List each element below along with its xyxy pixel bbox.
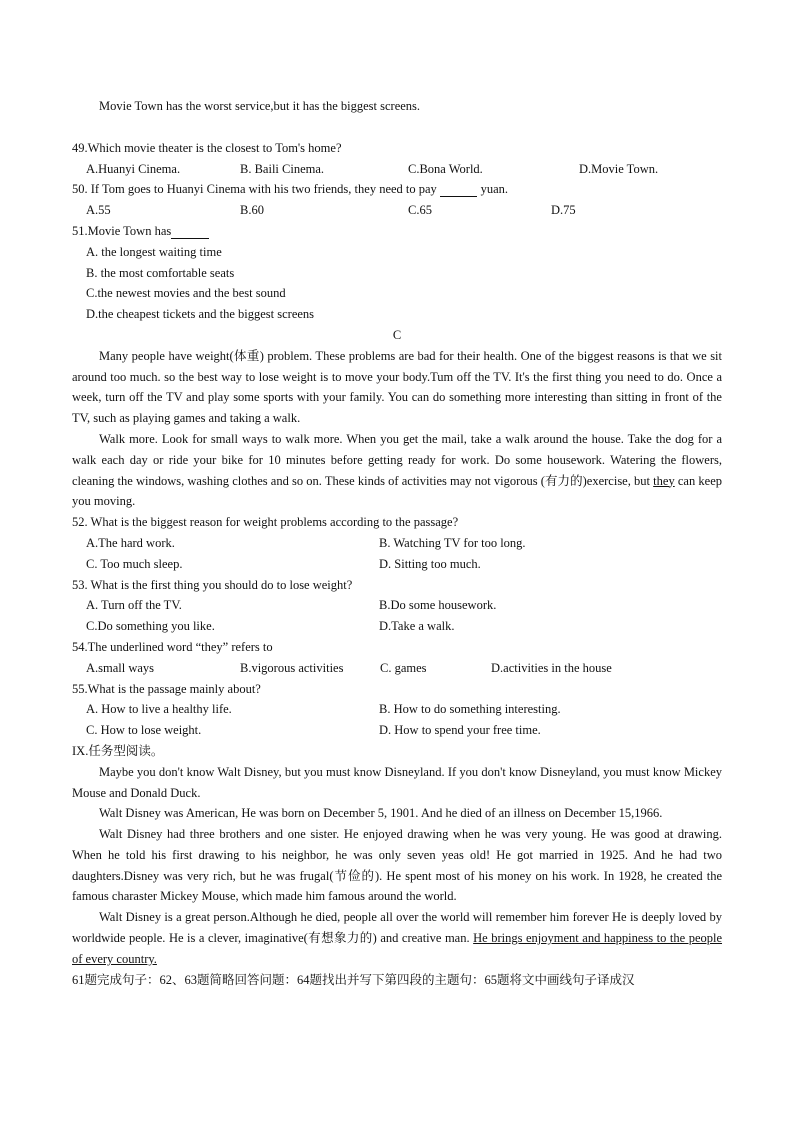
q51-option-c[interactable]: C.the newest movies and the best sound (86, 286, 286, 301)
q51-answer-blank[interactable] (171, 224, 209, 239)
para2-text-before: Walk more. Look for small ways to walk more. When you get the mail, take a walk around the house. Take the dog for a walk each day or ride your bike for 10 minutes before getting ready for work. Do some housework. Watering the flowers, cleaning the windows, washing clothes and so on. These kinds of activities may not vigorous (有力的)exercise, but (72, 431, 722, 488)
question-53-options-row-1 (72, 595, 722, 616)
q50-text-before: 50. If Tom goes to Huanyi Cinema with his two friends, they need to pay (72, 182, 437, 197)
q54-option-a[interactable]: A.small ways (86, 660, 155, 675)
q52-option-d[interactable]: D. Sitting too much. (379, 556, 481, 571)
q51-text: 51.Movie Town has (72, 223, 172, 238)
section-ix-paragraph-3: Walt Disney had three brothers and one sister. He enjoyed drawing when he was very young. He was good at drawing. When he told his first drawing to his neighbor, he was only seven yeas old! He got married in 1925. And he had two daughters.Disney was very rich, but he was frugal(节俭的). He spent most of his money on his work. In 1928, he created the famous charaster Mickey Mouse, which made him famous around the world. (72, 827, 722, 904)
q52-option-b[interactable]: B. Watching TV for too long. (379, 535, 526, 550)
q52-option-a[interactable]: A.The hard work. (86, 535, 175, 550)
question-53: 53. What is the first thing you should do to lose weight? (72, 577, 353, 592)
q53-option-d[interactable]: D.Take a walk. (379, 619, 455, 634)
q51-option-d[interactable]: D.the cheapest tickets and the biggest screens (86, 307, 315, 322)
question-55-options-row-1 (72, 699, 722, 720)
q54-option-d[interactable]: D.activities in the house (491, 660, 612, 675)
q53-option-a[interactable]: A. Turn off the TV. (86, 598, 182, 613)
q49-option-c[interactable]: C.Bona World. (408, 161, 483, 176)
exam-page (72, 96, 722, 990)
q49-option-d[interactable]: D.Movie Town. (579, 161, 659, 176)
p4-text: Walt Disney is a great person.Although he died, people all over the world will remember him forever He is deeply loved by worldwide people. He is a clever, imaginative(有想象力的) and creative man. (72, 910, 722, 946)
q54-option-c[interactable]: C. games (380, 660, 427, 675)
q50-option-b[interactable]: B.60 (240, 203, 264, 218)
question-51 (72, 221, 722, 242)
question-55-options-row-2 (72, 720, 722, 741)
q49-option-a[interactable]: A.Huanyi Cinema. (86, 161, 181, 176)
intro-line: Movie Town has the worst service,but it has the biggest screens. (99, 99, 421, 113)
para2-text-after: can keep you moving. (72, 473, 722, 509)
question-54: 54.The underlined word “they” refers to (72, 639, 273, 654)
q50-option-c[interactable]: C.65 (408, 203, 432, 218)
section-ix-heading: IX.任务型阅读。 (72, 743, 164, 758)
q51-option-b[interactable]: B. the most comfortable seats (86, 265, 235, 280)
q54-option-b[interactable]: B.vigorous activities (240, 660, 344, 675)
section-c-paragraph-2 (72, 429, 722, 512)
question-54-options (72, 658, 722, 679)
question-49-options (72, 159, 722, 180)
underlined-sentence: He brings enjoyment and happiness to the people of every country. (72, 931, 723, 966)
question-49: 49.Which movie theater is the closest to Tom's home? (72, 140, 342, 155)
q51-option-a[interactable]: A. the longest waiting time (86, 244, 222, 259)
q55-option-a[interactable]: A. How to live a healthy life. (86, 702, 232, 717)
section-c-paragraph-1: Many people have weight(体重) problem. These problems are bad for their health. One of the biggest reasons is that we sit around too much. so the best way to lose weight is to move your body.Tum off the TV. It's the first thing you need to do. Once a week, turn off the TV and play some sports with your family. You can do something more interesting than sitting in front of the TV, such as playing games and taking a walk. (72, 348, 722, 426)
question-55: 55.What is the passage mainly about? (72, 681, 261, 696)
q50-option-d[interactable]: D.75 (551, 203, 576, 218)
q53-option-b[interactable]: B.Do some housework. (379, 598, 497, 613)
question-52: 52. What is the biggest reason for weight problems according to the passage? (72, 515, 459, 530)
q49-option-b[interactable]: B. Baili Cinema. (240, 161, 325, 176)
q50-text-after: yuan. (480, 182, 508, 197)
question-52-options-row-2 (72, 554, 722, 575)
question-52-options-row-1 (72, 533, 722, 554)
spacer (72, 117, 722, 138)
task-instructions: 61题完成句子：62、63题简略回答问题：64题找出并写下第四段的主题句：65题将文中画线句子译成汉 (72, 972, 635, 987)
underlined-word-they: they (653, 473, 675, 488)
q52-option-c[interactable]: C. Too much sleep. (86, 556, 183, 571)
q55-option-c[interactable]: C. How to lose weight. (86, 723, 202, 738)
section-ix-paragraph-2: Walt Disney was American, He was born on December 5, 1901. And he died of an illness on December 15,1966. (99, 806, 663, 821)
question-53-options-row-2 (72, 616, 722, 637)
q50-option-a[interactable]: A.55 (86, 203, 111, 218)
q53-option-c[interactable]: C.Do something you like. (86, 619, 215, 634)
section-c-heading: C (392, 327, 402, 342)
q55-option-b[interactable]: B. How to do something interesting. (379, 702, 561, 717)
q50-answer-blank[interactable] (440, 182, 478, 197)
section-ix-paragraph-1: Maybe you don't know Walt Disney, but you must know Disneyland. If you don't know Disneyland, you must know Mickey Mouse and Donald Duck. (72, 764, 722, 800)
section-ix-paragraph-4 (72, 907, 722, 969)
q55-option-d[interactable]: D. How to spend your free time. (379, 723, 541, 738)
question-50-options (72, 200, 722, 221)
question-50 (72, 179, 722, 200)
